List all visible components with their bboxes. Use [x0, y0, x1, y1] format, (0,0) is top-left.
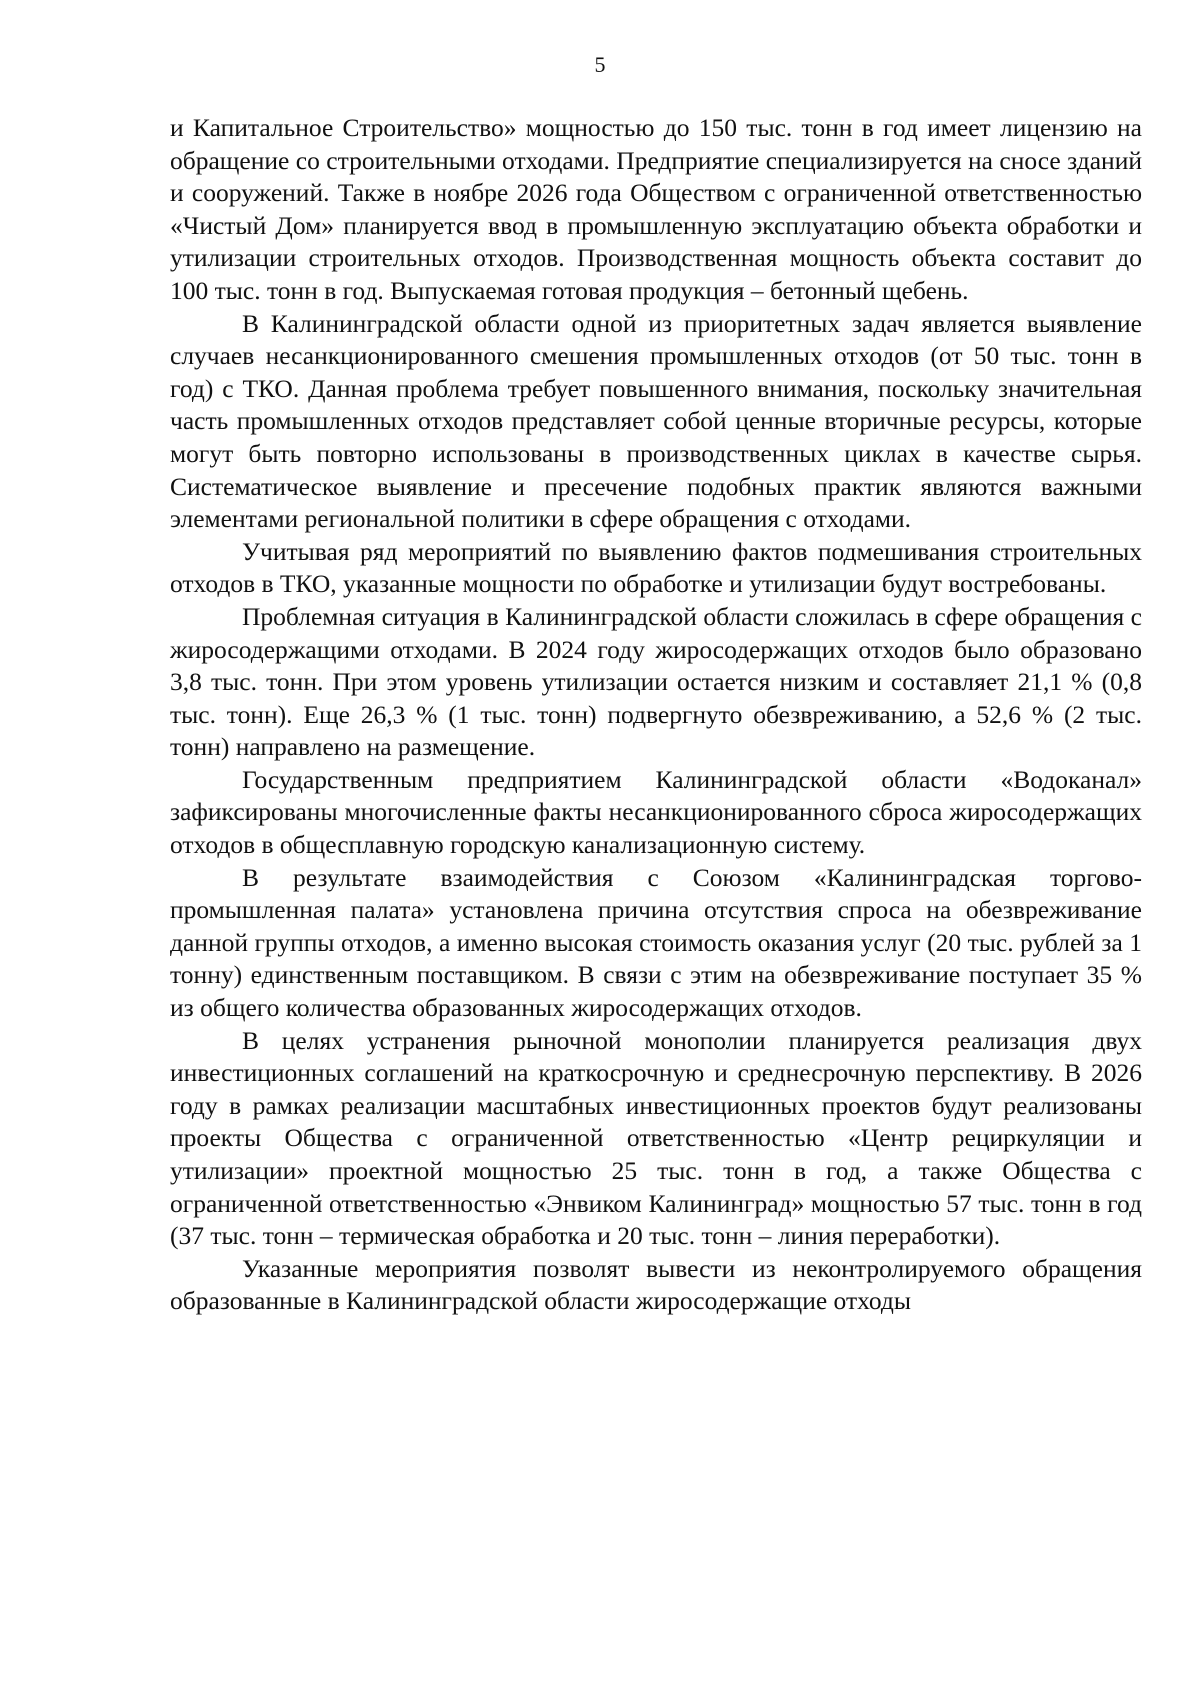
- document-body: [170, 112, 1142, 1318]
- paragraph-3: Учитывая ряд мероприятий по выявлению фактов подмешивания строительных отходов в ТКО, указанные мощности по обработке и утилизации будут востребованы.: [170, 536, 1142, 599]
- paragraph-4: Проблемная ситуация в Калининградской области сложилась в сфере обращения с жиросодержащими отходами. В 2024 году жиросодержащих отходов было образовано 3,8 тыс. тонн. При этом уровень утилизации остается низким и составляет 21,1 % (0,8 тыс. тонн). Еще 26,3 % (1 тыс. тонн) подвергнуто обезвреживанию, а 52,6 % (2 тыс. тонн) направлено на размещение.: [170, 601, 1142, 762]
- paragraph-5: Государственным предприятием Калининградской области «Водоканал» зафиксированы многочисленные факты несанкционированного сброса жиросодержащих отходов в общесплавную городскую канализационную систему.: [170, 764, 1142, 860]
- paragraph-1: и Капитальное Строительство» мощностью до 150 тыс. тонн в год имеет лицензию на обращение со строительными отходами. Предприятие специализируется на сносе зданий и сооружений. Также в ноябре 2026 года Обществом с ограниченной ответственностью «Чистый Дом» планируется ввод в промышленную эксплуатацию объекта обработки и утилизации строительных отходов. Производственная мощность объекта составит до 100 тыс. тонн в год. Выпускаемая готовая продукция – бетонный щебень.: [170, 113, 1142, 305]
- page-number: 5: [594, 52, 606, 77]
- paragraph-6: В результате взаимодействия с Союзом «Калининградская торгово-промышленная палата» установлена причина отсутствия спроса на обезвреживание данной группы отходов, а именно высокая стоимость оказания услуг (20 тыс. рублей за 1 тонну) единственным поставщиком. В связи с этим на обезвреживание поступает 35 % из общего количества образованных жиросодержащих отходов.: [170, 862, 1142, 1023]
- paragraph-8: Указанные мероприятия позволят вывести из неконтролируемого обращения образованные в Калининградской области жиросодержащие отходы: [170, 1253, 1142, 1316]
- paragraph-7: В целях устранения рыночной монополии планируется реализация двух инвестиционных соглашений на краткосрочную и среднесрочную перспективу. В 2026 году в рамках реализации масштабных инвестиционных проектов будут реализованы проекты Общества с ограниченной ответственностью «Центр рециркуляции и утилизации» проектной мощностью 25 тыс. тонн в год, а также Общества с ограниченной ответственностью «Энвиком Калининград» мощностью 57 тыс. тонн в год (37 тыс. тонн – термическая обработка и 20 тыс. тонн – линия переработки).: [170, 1025, 1142, 1251]
- paragraph-2: В Калининградской области одной из приоритетных задач является выявление случаев несанкционированного смешения промышленных отходов (от 50 тыс. тонн в год) с ТКО. Данная проблема требует повышенного внимания, поскольку значительная часть промышленных отходов представляет собой ценные вторичные ресурсы, которые могут быть повторно использованы в производственных циклах в качестве сырья. Систематическое выявление и пресечение подобных практик являются важными элементами региональной политики в сфере обращения с отходами.: [170, 308, 1142, 534]
